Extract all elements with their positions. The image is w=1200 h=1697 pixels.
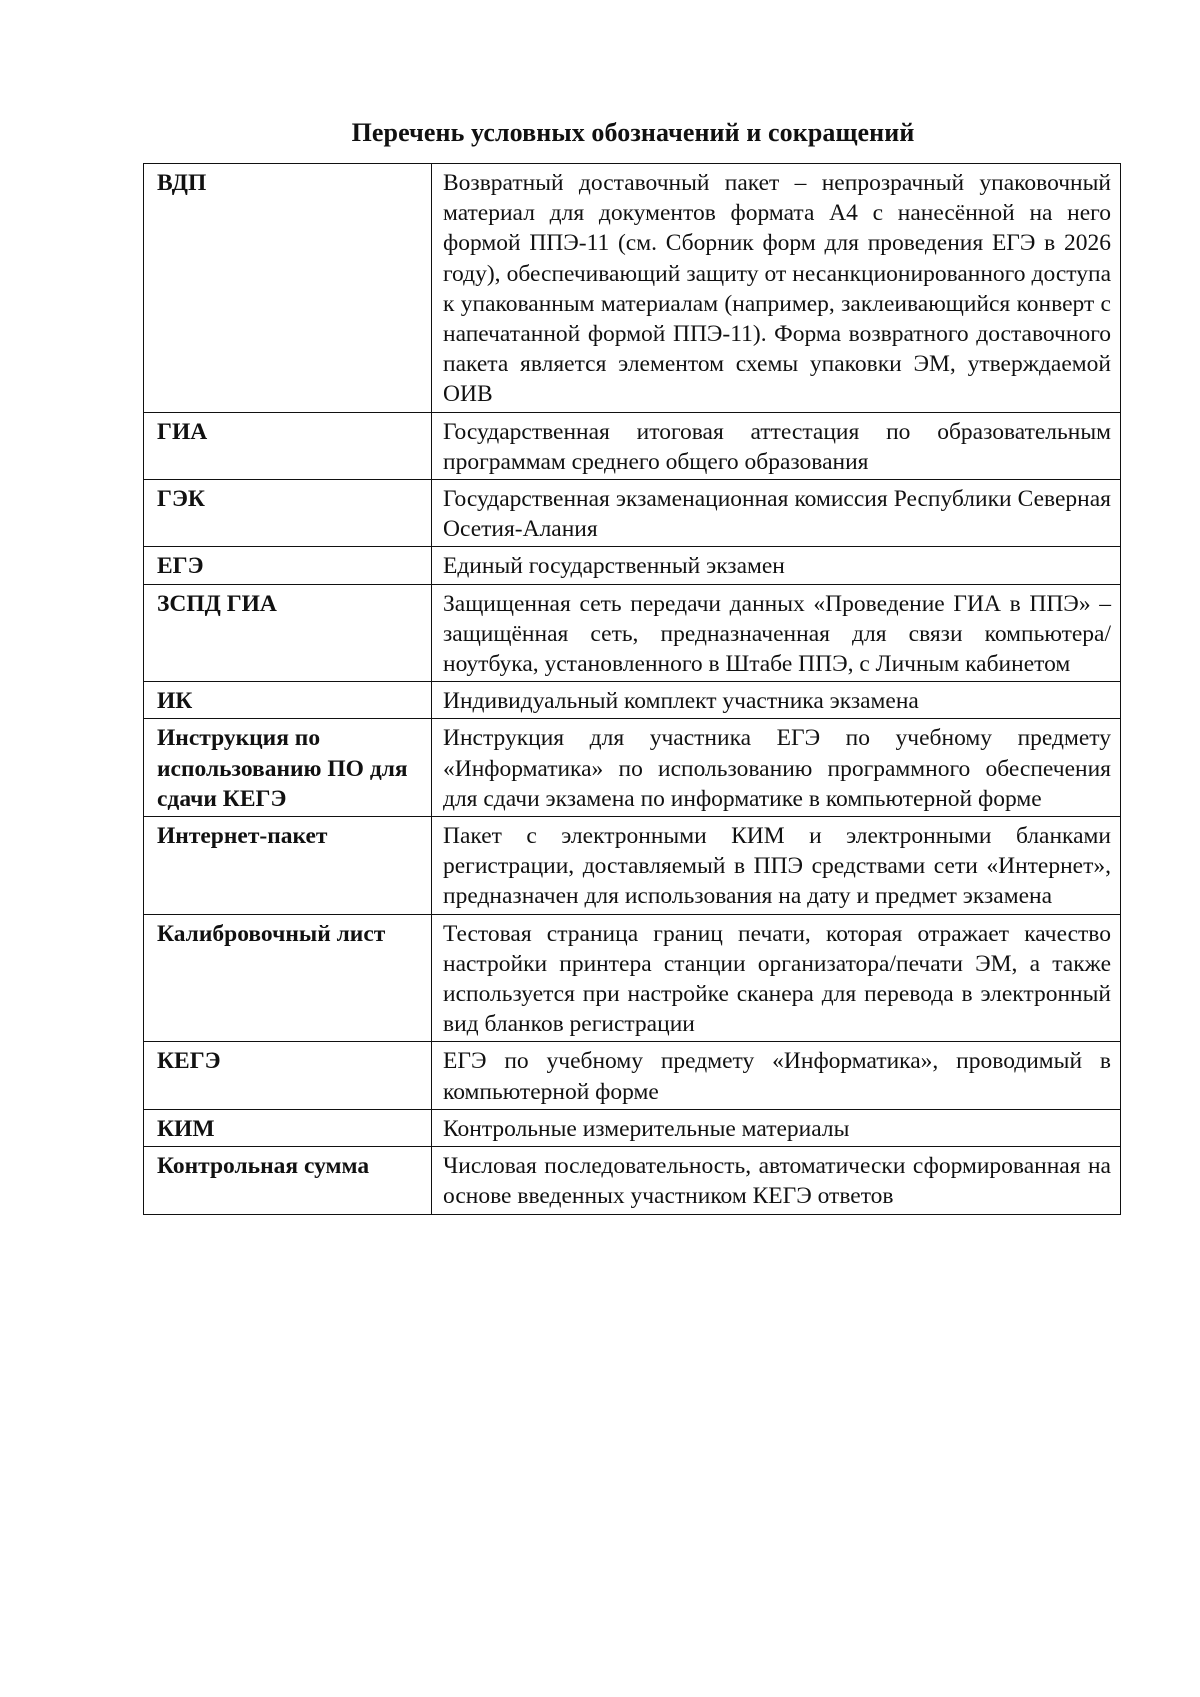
- abbreviation-term: ЕГЭ: [144, 547, 432, 584]
- abbreviation-term: Инструкция по использованию ПО для сдачи КЕГЭ: [144, 719, 432, 817]
- abbreviation-term: ВДП: [144, 164, 432, 413]
- table-row: [144, 584, 1121, 682]
- abbreviation-definition: Числовая последовательность, автоматически сформированная на основе введенных участником КЕГЭ ответов: [432, 1147, 1121, 1214]
- abbreviation-definition: Индивидуальный комплект участника экзамена: [432, 682, 1121, 719]
- table-row: [144, 412, 1121, 479]
- abbreviation-term: КИМ: [144, 1109, 432, 1146]
- abbreviation-term: ГИА: [144, 412, 432, 479]
- abbreviation-definition: Возвратный доставочный пакет – непрозрачный упаковочный материал для документов формата А4 с нанесённой на него формой ППЭ-11 (см. Сборник форм для проведения ЕГЭ в 2026 году), обеспечивающий защиту от несанкционированного доступа к упакованным материалам (например, заклеивающийся конверт с напечатанной формой ППЭ-11). Форма возвратного доставочного пакета является элементом схемы упаковки ЭМ, утверждаемой ОИВ: [432, 164, 1121, 413]
- abbreviation-term: ИК: [144, 682, 432, 719]
- table-row: [144, 914, 1121, 1042]
- abbreviation-term: Контрольная сумма: [144, 1147, 432, 1214]
- table-row: [144, 1147, 1121, 1214]
- abbreviation-definition: Инструкция для участника ЕГЭ по учебному предмету «Информатика» по использованию программного обеспечения для сдачи экзамена по информатике в компьютерной форме: [432, 719, 1121, 817]
- abbreviation-definition: Государственная итоговая аттестация по образовательным программам среднего общего образования: [432, 412, 1121, 479]
- table-row: [144, 1042, 1121, 1109]
- abbreviation-term: ГЭК: [144, 480, 432, 547]
- abbreviations-table: [143, 163, 1121, 1215]
- abbreviation-definition: Государственная экзаменационная комиссия Республики Северная Осетия-Алания: [432, 480, 1121, 547]
- abbreviation-term: Калибровочный лист: [144, 914, 432, 1042]
- table-row: [144, 547, 1121, 584]
- abbreviation-definition: Контрольные измерительные материалы: [432, 1109, 1121, 1146]
- table-row: [144, 164, 1121, 413]
- table-row: [144, 1109, 1121, 1146]
- table-row: [144, 682, 1121, 719]
- table-row: [144, 817, 1121, 915]
- page-title: Перечень условных обозначений и сокращений: [351, 118, 915, 147]
- abbreviation-definition: Единый государственный экзамен: [432, 547, 1121, 584]
- abbreviation-definition: Тестовая страница границ печати, которая отражает качество настройки принтера станции организатора/печати ЭМ, а также используется при настройке сканера для перевода в электронный вид бланков регистрации: [432, 914, 1121, 1042]
- table-row: [144, 480, 1121, 547]
- abbreviation-definition: Пакет с электронными КИМ и электронными бланками регистрации, доставляемый в ППЭ средствами сети «Интернет», предназначен для использования на дату и предмет экзамена: [432, 817, 1121, 915]
- abbreviation-term: ЗСПД ГИА: [144, 584, 432, 682]
- abbreviation-term: Интернет-пакет: [144, 817, 432, 915]
- abbreviation-term: КЕГЭ: [144, 1042, 432, 1109]
- abbreviation-definition: Защищенная сеть передачи данных «Проведение ГИА в ППЭ» – защищённая сеть, предназначенная для связи компьютера/ноутбука, установленного в Штабе ППЭ, с Личным кабинетом: [432, 584, 1121, 682]
- abbreviation-definition: ЕГЭ по учебному предмету «Информатика», проводимый в компьютерной форме: [432, 1042, 1121, 1109]
- table-row: [144, 719, 1121, 817]
